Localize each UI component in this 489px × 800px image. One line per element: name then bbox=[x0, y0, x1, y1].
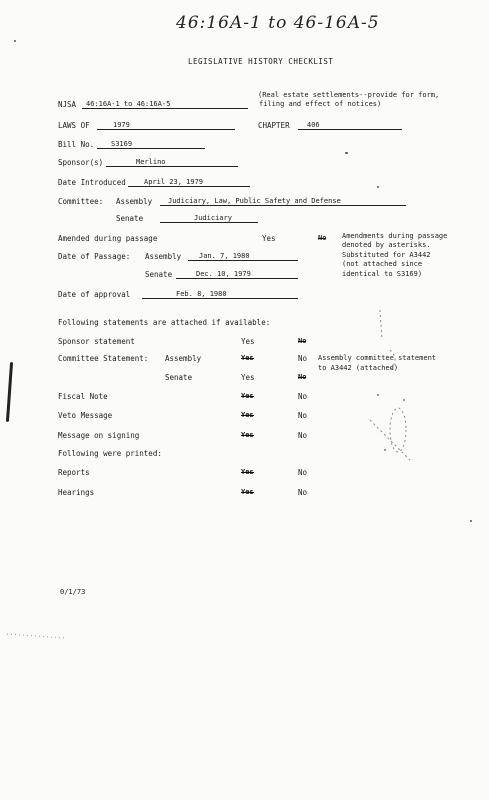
njsa-label: NJSA bbox=[58, 100, 77, 109]
fiscal-note-yes-struck: Yes bbox=[241, 392, 254, 400]
reports-label: Reports bbox=[58, 468, 90, 477]
committee-assembly-yes-struck: Yes bbox=[241, 354, 254, 362]
committee-statement-assembly-label: Assembly bbox=[165, 354, 202, 363]
committee-senate-no-struck: No bbox=[298, 373, 307, 381]
committee-assembly-no: No bbox=[298, 354, 308, 363]
passage-senate-label: Senate bbox=[145, 270, 173, 279]
committee-statement-label: Committee Statement: bbox=[58, 354, 149, 363]
laws-of-label: LAWS OF bbox=[58, 121, 90, 130]
amended-no-struck: No bbox=[318, 234, 327, 242]
checklist-title: LEGISLATIVE HISTORY CHECKLIST bbox=[188, 57, 334, 66]
passage-senate-value: Dec. 10, 1979 bbox=[176, 270, 298, 279]
signing-message-yes-struck: Yes bbox=[241, 431, 254, 439]
veto-message-no: No bbox=[298, 411, 308, 420]
bill-no-value: S3169 bbox=[97, 140, 205, 149]
scan-speck bbox=[14, 40, 16, 42]
fiscal-note-no: No bbox=[298, 392, 308, 401]
bottom-dotted-mark bbox=[5, 628, 125, 648]
passage-label: Date of Passage: bbox=[58, 252, 131, 261]
passage-assembly-value: Jan. 7, 1980 bbox=[188, 252, 298, 261]
committee-label: Committee: bbox=[58, 197, 104, 206]
printed-header: Following were printed: bbox=[58, 449, 162, 458]
approval-label: Date of approval bbox=[58, 290, 131, 299]
date-introduced-label: Date Introduced bbox=[58, 178, 126, 187]
signing-message-label: Message on signing bbox=[58, 431, 140, 440]
scan-speck bbox=[345, 152, 348, 154]
njsa-value: 46:16A-1 to 46:16A-5 bbox=[82, 100, 248, 109]
scan-speck bbox=[377, 186, 379, 188]
scan-speck bbox=[470, 520, 472, 522]
date-introduced-value: April 23, 1979 bbox=[128, 178, 250, 187]
passage-assembly-label: Assembly bbox=[145, 252, 182, 261]
margin-mark bbox=[6, 362, 13, 422]
sponsor-label: Sponsor(s) bbox=[58, 158, 104, 167]
footer-code: 0/1/73 bbox=[60, 588, 86, 596]
sponsor-statement-no-struck: No bbox=[298, 337, 307, 345]
handwritten-title: 46:16A-1 to 46-16A-5 bbox=[176, 13, 380, 33]
njsa-note-line1: (Real estate settlements--provide for form, bbox=[258, 91, 440, 99]
committee-senate-label: Senate bbox=[116, 214, 144, 223]
committee-senate-yes: Yes bbox=[241, 373, 255, 382]
committee-assembly-value: Judiciary, Law, Public Safety and Defense bbox=[160, 197, 406, 206]
sponsor-value: Merlino bbox=[106, 158, 238, 167]
sponsor-statement-label: Sponsor statement bbox=[58, 337, 135, 346]
hearings-no: No bbox=[298, 488, 308, 497]
fiscal-note-label: Fiscal Note bbox=[58, 392, 108, 401]
signing-message-no: No bbox=[298, 431, 308, 440]
chapter-value: 406 bbox=[298, 121, 402, 130]
hearings-yes-struck: Yes bbox=[241, 488, 254, 496]
njsa-note-line2: filing and effect of notices) bbox=[259, 100, 382, 108]
bill-no-label: Bill No. bbox=[58, 140, 95, 149]
amended-note: Amendments during passage denoted by asterisks. Substituted for A3442 (not attached since identical to S3169) bbox=[342, 232, 448, 278]
faint-handwriting-marks bbox=[360, 300, 420, 470]
approval-value: Feb. 8, 1980 bbox=[142, 290, 298, 299]
hearings-label: Hearings bbox=[58, 488, 95, 497]
committee-senate-value: Judiciary bbox=[160, 214, 258, 223]
reports-yes-struck: Yes bbox=[241, 468, 254, 476]
assembly-committee-note: Assembly committee statement to A3442 (attached) bbox=[318, 354, 437, 372]
committee-assembly-label: Assembly bbox=[116, 197, 153, 206]
statements-header: Following statements are attached if available: bbox=[58, 318, 271, 327]
chapter-label: CHAPTER bbox=[258, 121, 290, 130]
sponsor-statement-yes: Yes bbox=[241, 337, 255, 346]
reports-no: No bbox=[298, 468, 308, 477]
amended-yes: Yes bbox=[262, 234, 276, 243]
laws-of-value: 1979 bbox=[97, 121, 235, 130]
veto-message-label: Veto Message bbox=[58, 411, 113, 420]
amended-label: Amended during passage bbox=[58, 234, 158, 243]
committee-statement-senate-label: Senate bbox=[165, 373, 193, 382]
veto-message-yes-struck: Yes bbox=[241, 411, 254, 419]
